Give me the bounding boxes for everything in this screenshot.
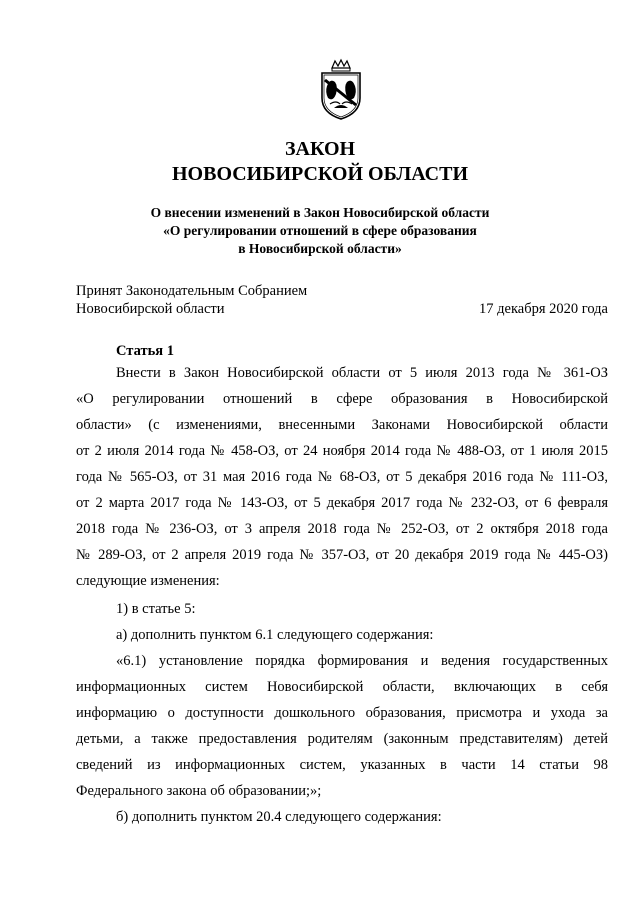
body-line: информацию о доступности дошкольного образования, присмотра и ухода за [76, 705, 608, 721]
body-line: Федерального закона об образовании;»; [76, 783, 322, 799]
body-line: детьми, а также предоставления родителям (законным представителям) детей [76, 731, 608, 747]
coat-of-arms-icon [316, 58, 366, 122]
law-subtitle-line-1: О внесении изменений в Закон Новосибирской области [150, 205, 490, 220]
body-line: б) дополнить пунктом 20.4 следующего содержания: [116, 809, 442, 825]
law-subtitle-line-3: в Новосибирской области» [238, 241, 402, 256]
adopted-by-line-1: Принят Законодательным Собранием [76, 283, 308, 299]
body-line: от 2 июля 2014 года № 458-ОЗ, от 24 ноября 2014 года № 488-ОЗ, от 1 июля 2015 [76, 443, 608, 459]
body-line: от 2 марта 2017 года № 143-ОЗ, от 5 декабря 2017 года № 232-ОЗ, от 6 февраля [76, 495, 608, 511]
article-heading: Статья 1 [116, 343, 174, 359]
law-subtitle-line-2: «О регулировании отношений в сфере образования [163, 223, 477, 238]
body-line: «О регулировании отношений в сфере образования в Новосибирской [76, 391, 608, 407]
body-line: следующие изменения: [76, 573, 220, 589]
body-line: года № 565-ОЗ, от 31 мая 2016 года № 68-ОЗ, от 5 декабря 2016 года № 111-ОЗ, [76, 469, 608, 485]
body-line: информационных систем Новосибирской области, включающих в себя [76, 679, 608, 695]
body-line: 2018 года № 236-ОЗ, от 3 апреля 2018 года № 252-ОЗ, от 2 октября 2018 года [76, 521, 608, 537]
body-line: Внести в Закон Новосибирской области от 5 июля 2013 года № 361-ОЗ [116, 365, 608, 381]
body-line: «6.1) установление порядка формирования и ведения государственных [116, 653, 608, 669]
law-title: ЗАКОН [284, 138, 356, 160]
body-line: 1) в статье 5: [116, 601, 196, 617]
body-line: сведений из информационных систем, указанных в части 14 статьи 98 [76, 757, 608, 773]
adopted-by-line-2: Новосибирской области [76, 301, 225, 317]
adoption-date: 17 декабря 2020 года [479, 301, 608, 317]
body-line: области» (с изменениями, внесенными Законами Новосибирской области [76, 417, 608, 433]
law-region-title: НОВОСИБИРСКОЙ ОБЛАСТИ [171, 163, 469, 185]
body-line: а) дополнить пунктом 6.1 следующего содержания: [116, 627, 434, 643]
body-line: № 289-ОЗ, от 2 апреля 2019 года № 357-ОЗ, от 20 декабря 2019 года № 445-ОЗ) [76, 547, 608, 563]
